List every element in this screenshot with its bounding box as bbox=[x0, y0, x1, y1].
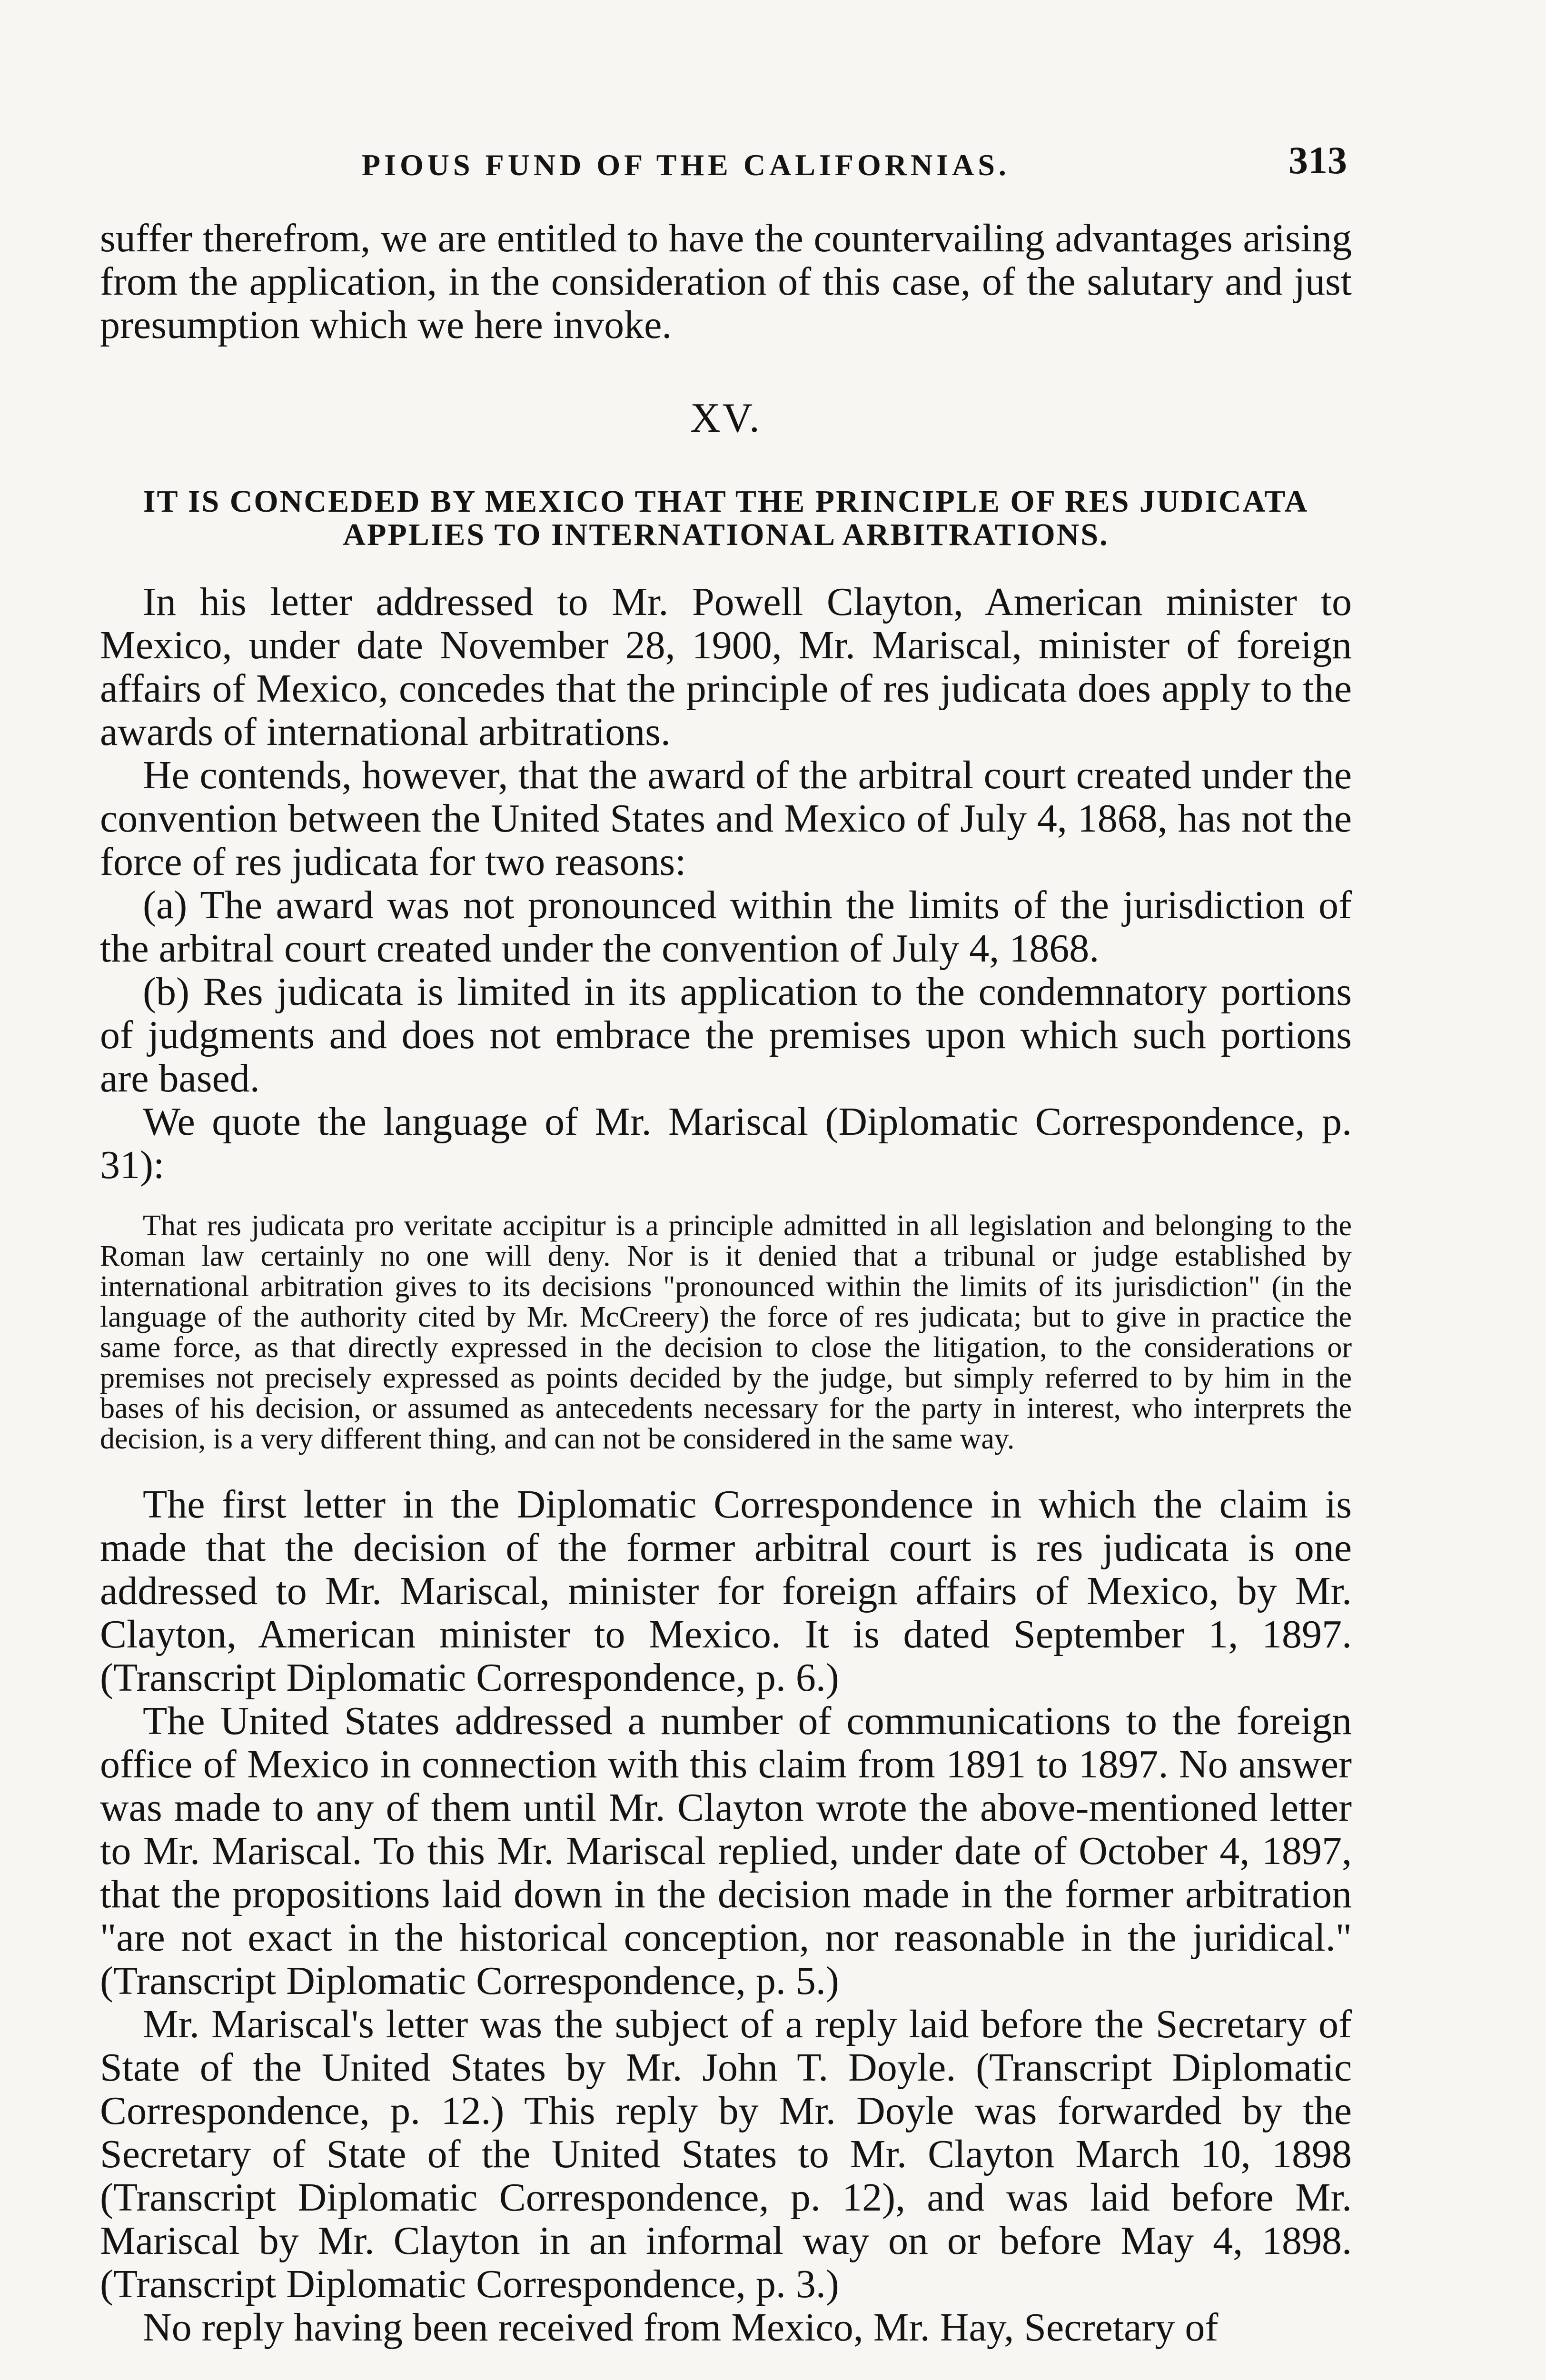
page-number: 313 bbox=[1288, 139, 1347, 182]
running-title: PIOUS FUND OF THE CALIFORNIAS. bbox=[362, 148, 1010, 182]
section-number: XV. bbox=[690, 395, 762, 441]
page-body bbox=[100, 217, 1352, 2349]
paragraph-item-a: (a) The award was not pronounced within the limits of the jurisdiction of the arbitral court created under the convention of July 4, 1868. bbox=[100, 883, 1352, 971]
paragraph: He contends, however, that the award of the arbitral court created under the convention between the United States and Mexico of July 4, 1868, has not the force of res judicata for two reasons: bbox=[100, 753, 1352, 884]
paragraph: Mr. Mariscal's letter was the subject of a reply laid before the Secretary of State of the United States by Mr. John T. Doyle. (Transcript Diplomatic Correspondence, p. 12.) This reply by Mr. Doyle was forwarded by the Secretary of State of the United States to Mr. Clayton March 10, 1898 (Transcript Diplomatic Correspondence, p. 12), and was laid before Mr. Mariscal by Mr. Clayton in an informal way on or before May 4, 1898. (Transcript Diplomatic Correspondence, p. 3.) bbox=[100, 2002, 1352, 2306]
paragraph: In his letter addressed to Mr. Powell Clayton, American minister to Mexico, under date November 28, 1900, Mr. Mariscal, minister of foreign affairs of Mexico, concedes that the principle of res judicata does apply to the awards of international arbitrations. bbox=[100, 580, 1352, 754]
paragraph: We quote the language of Mr. Mariscal (Diplomatic Correspondence, p. 31): bbox=[100, 1100, 1352, 1187]
paragraph-continues: No reply having been received from Mexico, Mr. Hay, Secretary of bbox=[143, 2305, 1219, 2350]
paragraph: The United States addressed a number of communications to the foreign office of Mexico in connection with this claim from 1891 to 1897. No answer was made to any of them until Mr. Clayton wrote the above-mentioned letter to Mr. Mariscal. To this Mr. Mariscal replied, under date of October 4, 1897, that the propositions laid down in the decision made in the former arbitration "are not exact in the historical conception, nor reasonable in the juridical." (Transcript Diplomatic Correspondence, p. 5.) bbox=[100, 1699, 1352, 2003]
paragraph: The first letter in the Diplomatic Correspondence in which the claim is made that the decision of the former arbitral court is res judicata is one addressed to Mr. Mariscal, minister for foreign affairs of Mexico, by Mr. Clayton, American minister to Mexico. It is dated September 1, 1897. (Transcript Diplomatic Correspondence, p. 6.) bbox=[100, 1482, 1352, 1700]
paragraph-continuation: suffer therefrom, we are entitled to have the countervailing advantages arising from the application, in the consideration of this case, of the salutary and just presumption which we here invoke. bbox=[100, 216, 1352, 347]
section-heading: IT IS CONCEDED BY MEXICO THAT THE PRINCIPLE OF RES JUDICATA APPLIES TO INTERNATIONAL ARBITRATIONS. bbox=[143, 484, 1309, 552]
paragraph-item-b: (b) Res judicata is limited in its application to the condemnatory portions of judgments and does not embrace the premises upon which such portions are based. bbox=[100, 970, 1352, 1101]
block-quote: That res judicata pro veritate accipitur is a principle admitted in all legislation and belonging to the Roman law certainly no one will deny. Nor is it denied that a tribunal or judge established by international arbitration gives to its decisions "pronounced within the limits of its jurisdiction" (in the language of the authority cited by Mr. McCreery) the force of res judicata; but to give in practice the same force, as that directly expressed in the decision to close the litigation, to the considerations or premises not precisely expressed as points decided by the judge, but simply referred to by him in the bases of his decision, or assumed as antecedents necessary for the party in interest, who interprets the decision, is a very different thing, and can not be considered in the same way. bbox=[100, 1210, 1352, 1455]
running-head bbox=[105, 138, 1347, 186]
